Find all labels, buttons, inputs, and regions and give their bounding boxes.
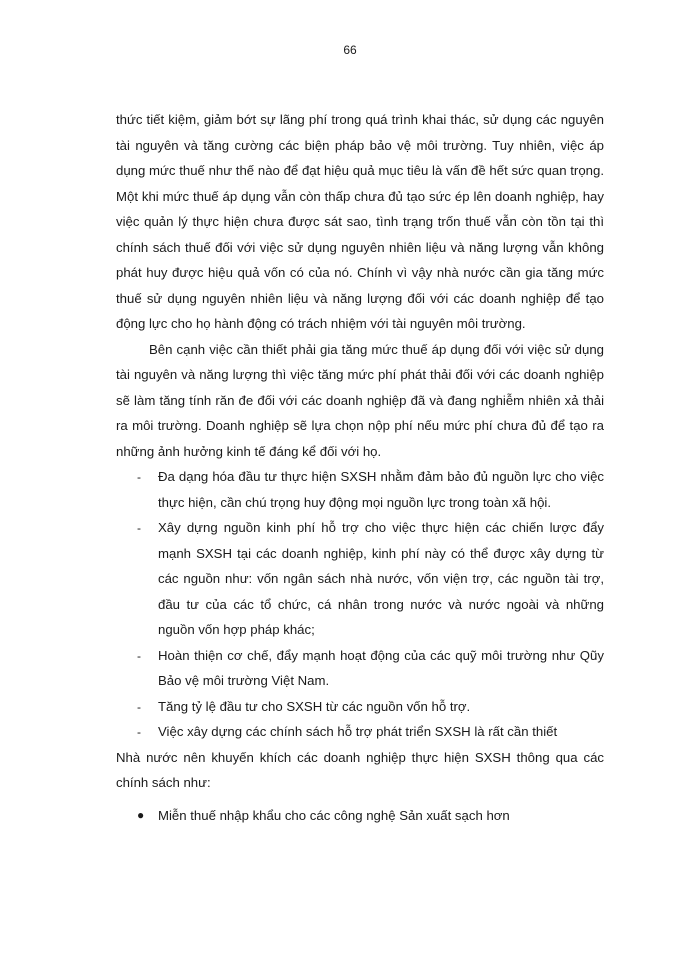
list-item-text: Miễn thuế nhập khẩu cho các công nghệ Sản xuất sạch hơn [158, 807, 510, 823]
list-item [116, 464, 604, 515]
paragraph-2: Bên cạnh việc cần thiết phải gia tăng mức thuế áp dụng đối với việc sử dụng tài nguyên và năng lượng thì việc tăng mức phí phát thải đối với các doanh nghiệp sẽ làm tăng tính răn đe đối với các doanh nghiệp đã và đang nghiễm nhiên xả thải ra môi trường. Doanh nghiệp sẽ lựa chọn nộp phí nếu mức phí chưa đủ để tạo ra những ảnh hưởng kinh tế đáng kể đối với họ. [116, 341, 604, 459]
dash-marker-icon: - [137, 725, 141, 739]
dash-marker-icon: - [137, 521, 141, 535]
list-item-text: Tăng tỷ lệ đầu tư cho SXSH từ các nguồn vốn hỗ trợ. [158, 698, 471, 714]
bullet-list [116, 803, 604, 829]
list-item [116, 803, 604, 829]
list-item [116, 643, 604, 694]
list-item-text: Xây dựng nguồn kinh phí hỗ trợ cho việc thực hiện các chiến lược đẩy mạnh SXSH tại các doanh nghiệp, kinh phí này có thể được xây dựng từ các nguồn như: vốn ngân sách nhà nước, vốn viện trợ, các nguồn tài trợ, đầu tư của các tổ chức, cá nhân trong nước và nước ngoài và những nguồn vốn hợp pháp khác; [158, 520, 604, 637]
page-number: 66 [343, 43, 357, 57]
dash-marker-icon: - [137, 699, 141, 714]
document-body [116, 107, 604, 828]
paragraph-1: thức tiết kiệm, giảm bớt sự lãng phí trong quá trình khai thác, sử dụng các nguyên tài nguyên và tăng cường các biện pháp bảo vệ môi trường. Tuy nhiên, việc áp dụng mức thuế như thế nào để đạt hiệu quả mục tiêu là vấn đề hết sức quan trọng. Một khi mức thuế áp dụng vẫn còn thấp chưa đủ tạo sức ép lên doanh nghiệp, hay việc quản lý thực hiện chưa được sát sao, tình trạng trốn thuế vẫn còn tồn tại thì chính sách thuế đối với việc sử dụng nguyên nhiên liệu và năng lượng vẫn không phát huy được hiệu quả vốn có của nó. Chính vì vậy nhà nước cần gia tăng mức thuế sử dụng nguyên nhiên liệu và năng lượng đối với các doanh nghiệp để tạo động lực cho họ hành động có trách nhiệm với tài nguyên môi trường. [116, 112, 604, 331]
list-item-text: Đa dạng hóa đầu tư thực hiện SXSH nhằm đảm bảo đủ nguồn lực cho việc thực hiện, cần chú trọng huy động mọi nguồn lực trong toàn xã hội. [158, 469, 604, 510]
dash-marker-icon: - [137, 648, 141, 663]
list-item [116, 694, 604, 720]
list-item [116, 515, 604, 643]
list-item-text: Hoàn thiện cơ chế, đẩy mạnh hoạt động của các quỹ môi trường như Qũy Bảo vệ môi trường Việt Nam. [158, 647, 604, 688]
dash-list [116, 464, 604, 745]
list-item-text: Việc xây dựng các chính sách hỗ trợ phát triển SXSH là rất cần thiết [158, 724, 558, 739]
bullet-dot-icon: ● [137, 807, 145, 822]
list-item [116, 719, 604, 745]
dash-marker-icon: - [137, 470, 141, 484]
closing-paragraph: Nhà nước nên khuyến khích các doanh nghiệp thực hiện SXSH thông qua các chính sách như: [116, 749, 604, 790]
